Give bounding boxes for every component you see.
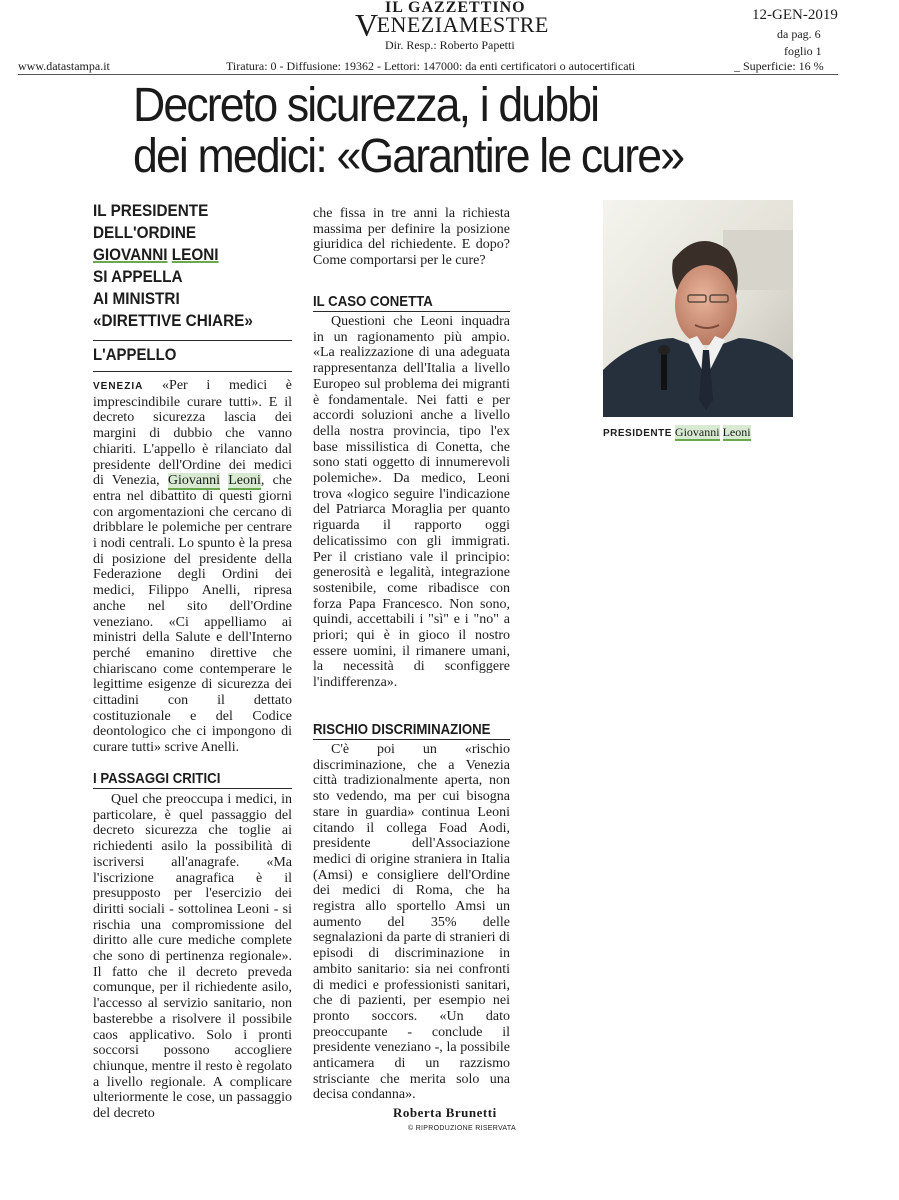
headline-line-1: Decreto sicurezza, i dubbi bbox=[133, 79, 599, 132]
source-website: www.datastampa.it bbox=[18, 59, 110, 73]
masthead bbox=[355, 0, 615, 53]
section-heading-rischio: RISCHIO DISCRIMINAZIONE bbox=[313, 721, 491, 738]
edition-name: VENEZIAMESTRE bbox=[355, 7, 549, 43]
article-column-2-rischio: C'è poi un «rischio discriminazione, che a Venezia città tradizionalmente aperta, non sto vedendo, ma per cui bisogna stare in guardia» continua Leoni citando il collega Foad Aodi, presidente dell'Associazione medici di origine straniera in Italia (Amsi) e consigliere dell'Ordine dei medici di Roma, che ha registra allo sportello Amsi un aumento del 35% delle segnalazioni da parte di stranieri di episodi di discriminazione in ambito sanitario: sia nei confronti di medici e professionisti sanitari, che di pazienti, per esempio nei pronto soccors. «Un dato preoccupante - conclude il presidente veneziano -, la possibile anticamera di un razzismo strisciante che merita solo una decisa condanna». bbox=[313, 742, 510, 1103]
dateline: VENEZIA bbox=[93, 381, 144, 392]
article-column-1-continued: Quel che preoccupa i medici, in particolare, è quel passaggio del decreto sicurezza che toglie ai richiedenti asilo la possibilità di iscriversi all'anagrafe. «Ma l'iscrizione anagrafica è il presupposto per l'esercizio dei diritti sociali - sottolinea Leoni - si rischia una compromissione del diritto alle cure mediche complete che sono di pertinenza regionale». Il fatto che il decreto preveda comunque, per il richiedente asilo, l'accesso al servizio sanitario, non basterebbe a risolvere il possibile caos applicativo. Solo i pronti soccorsi possono accogliere chiunque, mentre il resto è regolato a livello regionale. A complicare ulteriormente le cose, un passaggio del decreto bbox=[93, 792, 292, 1122]
highlighted-name: Giovanni bbox=[167, 473, 220, 489]
page-reference: da pag. 6 bbox=[777, 27, 821, 41]
section-divider bbox=[313, 311, 510, 312]
highlighted-name: Leoni bbox=[228, 473, 261, 489]
photo-caption: PRESIDENTE Giovanni Leoni bbox=[603, 425, 751, 439]
section-divider bbox=[93, 340, 292, 341]
highlighted-name: GIOVANNI bbox=[93, 245, 168, 264]
sheet-number: foglio 1 bbox=[784, 44, 822, 58]
circulation-info: Tiratura: 0 - Diffusione: 19362 - Lettori: 147000: da enti certificatori o autocertificati bbox=[226, 59, 636, 73]
portrait-photo bbox=[603, 200, 793, 417]
director-line: Dir. Resp.: Roberto Papetti bbox=[385, 38, 515, 52]
section-divider bbox=[93, 788, 292, 789]
header-divider bbox=[18, 74, 838, 75]
section-divider bbox=[313, 739, 510, 740]
clipping-info-strip bbox=[18, 59, 838, 73]
copyright-notice: © RIPRODUZIONE RISERVATA bbox=[408, 1125, 516, 1132]
article-column-2-conetta: Questioni che Leoni inquadra in un ragionamento più ampio. «La realizzazione di una adeguata rappresentanza dell'Italia a livello Europeo sul problema dei migranti è fondamentale. Nei fatti e per accordi soluzioni anche a livello della nostra provincia, tipo l'ex base missilistica di Conetta, che sono stati oggetto di innumerevoli polemiche». Da medico, Leoni trova «logico seguire l'indicazione del Patriarca Moraglia per quanto riguarda il rapporto oggi delicatissimo con gli immigrati. Per il cristiano vale il principio: generosità e legalità, integrazione sostenibile, come ribadisce con forza Papa Francesco. Non sono, quindi, accettabili i "sì" e i "no" a priori; qui è in gioco il nostro essere uomini, il rimanere umani, la necessità di sconfiggere l'indifferenza». bbox=[313, 314, 510, 691]
section-heading-conetta: IL CASO CONETTA bbox=[313, 293, 433, 310]
portrait-image bbox=[603, 200, 793, 417]
highlighted-name: LEONI bbox=[171, 245, 219, 264]
surface-info: _ Superficie: 16 % bbox=[734, 59, 824, 73]
article-column-1: VENEZIA «Per i medici è imprescindibile curare tutti». E il decreto sicurezza lascia dei margini di dubbio che vanno chiariti. L'appello è rilanciato dal presidente dell'Ordine dei medici di Venezia, Giovanni Leoni, che entra nel dibattito di questi giorni con argomentazioni che cercano di dribblare le polemiche per centrare i nodi centrali. Lo spunto è la presa di posizione del presidente della Federazione degli Ordini dei medici, Filippo Anelli, ripresa anche nel sito dell'Ordine veneziano. «Ci appelliamo ai ministri della Salute e dell'Interno perché emanino direttive che chiariscano come contemperare le legittime esigenze di sicurezza dei cittadini con il dettato costituzionale e del Codice deontologico che ci impongono di curare tutti» scrive Anelli. bbox=[93, 378, 292, 756]
section-heading-passaggi: I PASSAGGI CRITICI bbox=[93, 770, 221, 787]
highlighted-name: Leoni bbox=[722, 425, 751, 439]
article-column-2: che fissa in tre anni la richiesta massima per definire la posizione giuridica del richiedente. E dopo? Come comportarsi per le cure? bbox=[313, 206, 510, 269]
issue-date: 12-GEN-2019 bbox=[752, 7, 838, 23]
section-heading-appello: L'APPELLO bbox=[93, 345, 177, 364]
article-byline: Roberta Brunetti bbox=[393, 1105, 497, 1120]
newspaper-logo: IL GAZZETTINO bbox=[385, 0, 526, 16]
article-kicker: IL PRESIDENTE DELL'ORDINE GIOVANNI LEONI SI APPELLA AI MINISTRI «DIRETTIVE CHIARE» bbox=[93, 201, 253, 330]
section-divider bbox=[93, 371, 292, 372]
highlighted-name: Giovanni bbox=[674, 425, 720, 439]
article-headline bbox=[133, 80, 784, 182]
headline-line-2: dei medici: «Garantire le cure» bbox=[133, 130, 684, 183]
